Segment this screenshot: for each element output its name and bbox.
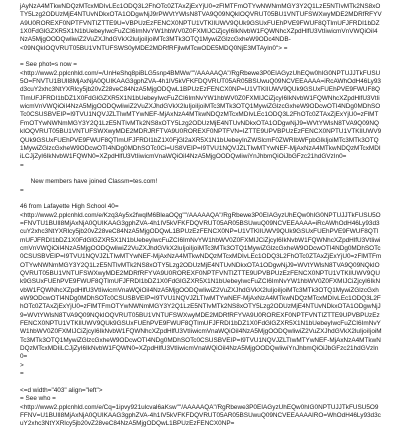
lafayette-link-block: = 46 from Lafayette High School 40= <http://www2.pplcnhld.com/e/Kzq3Ay5x2fwqlM6BleaOQg""/AAAAAQA"/RgRbewe3P0EIAGyzUhEQw0hIG0NPTUJJTkFUSU5O=FNVTU1BUlI8MjAxNjA0QUIKAAG3gphZVA-4h1IV5kVFKFDQVRUT05AR05BSUwuQ09NCVEEAAAA=iRcAWhOdH46Ly93d3cuY2xhc3NtYXRlcy5jb20vZ28veC84NzA5MjgODQwL1BPUzEzFENCX0NP=U1VTKlIUWV9QUk9GSUxFUEhPVE9FWUF8QTlmUFJFRDI1bDZ1X0FdGlGZXR5X1N1bUebeyIwcFuZCI6ImNvYW1hbWV0Z0FXMIJCiZjcyI6IkNvbW1FQWNhcXZpdHlfU3VtIiwicmVnVWQiOiI4NzA5MjgOODQwliwiZ2VuZXJhdGVkX2luIjoiIjoiMTc3MTk3OTQ1MywiZGlzcGxheW9ODcwOTI4NDg0MDhSOTc0CSUSBVEIP=I9TVU1NQVJZLTIwMTYwNEF-MjAxNzA4MTkwNDQzMTcxMDIvLEc1ODQ3L2FhOTc0ZTAxZjExYjU0=zFlMTFmOTYwNWNmMGY3Y2Q1LzE5NTIvMTk2NS8xOTY5Lzg2ODUzMjE4NTUvNDkxOTA1ODgwNjJ9=WVtYWlsN8TVA9Q09NQkIOQVRUT05BU1VNTUFSWXwyMDE2MDRfRFYVA9U0ROREXF0NPTFVNTIZTTE9UPVBPUzEzFENCX0NPTU1VTKlIUWV9QUk9GSUxFUEhPVE9FWUF8QTlmUFJFRDI1bDZ1X0FdGlGZXR5X1N1bUebeyIwcFuZCI6ImNvYW1hbWV0Z0FXMIJCiZjcyI6IkNvbW1FQWNhcXZpdHlfU3VtIiwicmVnaWQiOiI4NzA5MjgOODQwliwiZ2VuZXJhdGVkX2luIjoiIjoiMTc3MTk3OTQ1MywiZGlzcGxheW9ODcwOTI4NDg0MDhSOTc0CSUSBVEIP=I9TVU1NQVJZLTIwMTYwNEF-MjAxNzA4MTkwNDQzMTcxMDIvLEc1ODQ3L2FhOTc0ZTAxZjExYjU0=zFlMTFmOTYwNWNmMGY3Y2Q1LzE5NTIvMTk2NS8xOTY5Lzg2ODUzMjE4NTUvNDkxOTA1ODgwNjJ9=WVtYWlsN8TVA9Q09NQkIOQVRUT05BU1VNTUFSWXwyMDE2MDRfRFYVA9U0ROREXF0NPTFVNTIZTTE9UPVBPUzEzFENCX0NPTU1VTKlIUWV9QUk9GSUxFUEhPVE9FWUF8QTlmUFJFRDI1bDZ1X0FdGlGZXR5X1N1bUebeyIwcFuZCI6ImNvYW1hbWV0Z0FXMIJCiZjcyI6IkNvbW1FQWNhcXZpdHlfU3VtIiwicmVnaWQiOiI4NzA5MjgOODQwliwiZ2VuZXJhdGVkX2luIjoiIjoiMTc3MTk3OTQ1MywiZGlzcGxheW9ODcwOTI4NDg0MDhSOTc0CSUSBVEIP=I9TVU1NQVJZLTIwMTYwNEF-MjAxNzA4MTkwNDQzMTcxMDIiLCJjZyI6IkNvbW1FQWN0=XZpdHlfU3VtIiwicmVnaWQiOiI4NzA5MjgOODQwliwiYnJhbmQiOiJbGFzc21hdGVzIn0= > [20,186,382,369]
see-photos-link-block: = See phot=s now = <http://www2.pplcnhld.com/=/UnHeShq8piBLG5snp4BMWw""/AAAAAQA"/RgRbewe3P0EIAGyzUhEQw0hIG0NPTUJJTkFUSU5O=FNVTU1BUlI8MjAxNjA0QUIKAAG3gphZVA-4h1IV5kVFKFDQVRUT05AR05BSUwuQ09NCVEEAAAA=iRcAWhOdH46Ly93d3cuY2xhc3NtYXRlcy5jb20vZ28veC84NzA5MjgODQwL1BPUzEzFENCX0NP=U1VTKlIUWV9QUk9GSUxFUEhPVE9FWUF8QTlmUFJFRDI1bDZ1X0FdGlGZXR5X1N1bUebeyIwcFuZCI6ImNvYW1hbWV0Z0FXMIJCiZjcyI6IkNvbW1FQWNhcXZpdHlfU3VtIiwicmVnVWQiOiI4NzA5MjgOODQwliwiZ2VuZXJhdGVkX2luIjoiIjoiMTc3MTk3OTQ1MywiZGlzcGxheW9ODcwOTI4NDg0MDhSOTc0CSUSBVEIP=I9TVU1NQVJZLTIwMTYwNEF-MjAxNzA4MTkwNDQzMTcxMDIvLEc1ODQ3L2FhOTc0ZTAxZjExYjU0=zFlMTFmOTYwNWNmMGY3Y2Q1LzE5NTIvMTk2NS8xOTY5Lzg2ODUzMjE4NTUvNDkxOTA1ODgwNjJ9=WVtYWlsN8TVA9Q09NQkIOQVRUT05BU1VNTUFSWXwyMDE2MDRJRFTVA9U0ROREXF0NPTFVN=IZTTE9UPVBPUzEzFENCX0NPTU1VTKlIUWV9QUk9GSUxFUEhPVE9FWUF8QTlmUFJFRDI1bZ1X0FjGl2aXR5X1N1bUebeyInZWSlcmF0ZWRIbWFpbGlkIjoiMTc3MTk3OTQ1MywiZGlzcGxheW9ODcwOTI4NDg0MDhSOTc0Ci=US8VEIP=I9TVU1NQVJZLTIwMTYwNEF-MjAxNzA4MTkwNDQzMTcxMDIiLCJjZyI6IkNvbW1FQWN0=XZpdHlfU3VtIiwicmVnaWQiOiI4NzA5MjgOODQwliwiYnJhbmQiOiJbGFzc21hdGVzIn0= [20,61,382,161]
encoded-url-block-1: jAyNzA4MTkwNDQzMTcxMDIvLEc1ODQ3L2FhOTc0ZTAxZjExYjU0=zFlMTFmOTYwNWNmMGY3Y2Q1LzE5NTIvMTk2NS8xOTY5Lzg2ODUzMjE4NTUvNDkxOTA1ODgwNjJ9rPWVtYWlsN8TVA9Q09NQkIOQVRUT05BU1VNTUFSWXwyMDE2MDRfRFYVA9U0ROREXF0NPTFVNTIZTTE9U=VBPUzEzFENCX0NPTU1VTKlIUWV9QUk9GSUxFUEhPVE9FWUF8QTlmUFJFRDI1bDZ1X0FdGlGZXR5X1N1bUebeyIwcFuZCI6ImNvYW1hbWV0Z0FXMIJCiZjcyI6IkNvbW1FQWNhcXZpdHlfU3VtIiwicmVnVWQiOiI4NzA5MjgOODQwliwiZ2VuZXJhdGVkX2luIjoiIjoiMTc3MTk3OTQ1MywiZGlzcGxheW9ODc4NDB- <09NQkIOQVRUT05BU1VNTUFSWS0yMDE2MDRfRFjlwMTcwODE5MDQ0NjE3MTAyIn0"> = [20,3,382,52]
see-who-link-block: = <=d width="403" align="left"> = See who = <http://www2.pplcnhld.com/e/Cq=1ipvy921ulcval6aKsw""/AAAAAQA"/RgRbewe3P0EIAGyzUhEQw0hIG0NPTUJJTkFUSU5O9FFNV=U1BUlI8MjAxNjA0QUIKAAG3gphZVA-4h1IV5kVFKFDQVRUT05AR05BSUwuQ09NCVEEAAAAIRO=WhOdH46Ly93d3cuY2xhc3NtYXRlcy5jb20vZ28veC84NzA5MjgODQwL1BPUzEzFENCX0NP= [20,370,381,428]
spacer [20,53,382,61]
new-members-block: = New members have joined Classm=tes.com! [20,161,158,186]
